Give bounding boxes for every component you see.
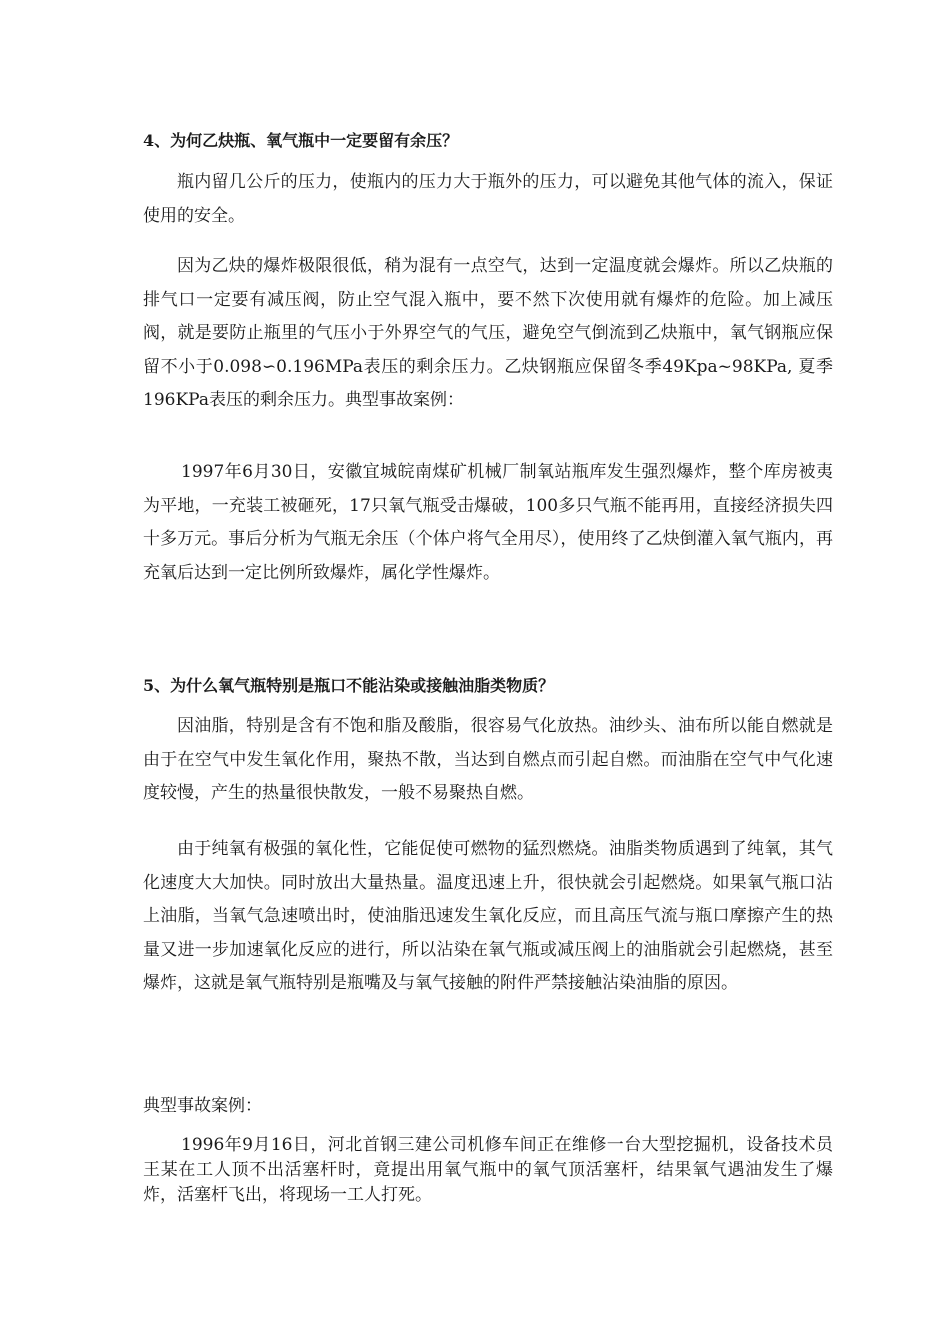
section-4-heading: 4、为何乙炔瓶、氧气瓶中一定要留有余压？ <box>143 131 459 150</box>
section-5-heading: 5、为什么氧气瓶特别是瓶口不能沾染或接触油脂类物质？ <box>143 676 555 695</box>
section-5-paragraph-2: 由于纯氧有极强的氧化性，它能促使可燃物的猛烈燃烧。油脂类物质遇到了纯氧，其气化速度大大加快。同时放出大量热量。温度迅速上升，很快就会引起燃烧。如果氧气瓶口沾上油脂，当氧气急速喷出时，使油脂迅速发生氧化反应，而且高压气流与瓶口摩擦产生的热量又进一步加速氧化反应的进行，所以沾染在氧气瓶或减压阀上的油脂就会引起燃烧，甚至爆炸，这就是氧气瓶特别是瓶嘴及与氧气接触的附件严禁接触沾染油脂的原因。 <box>143 839 833 993</box>
section-5-accident-case: 1996年9月16日，河北首钢三建公司机修车间正在维修一台大型挖掘机，设备技术员王某在工人顶不出活塞杆时，竟提出用氧气瓶中的氧气顶活塞杆，结果氧气遇油发生了爆炸，活塞杆飞出，将现场一工人打死。 <box>143 1135 833 1205</box>
section-5-paragraph-1: 因油脂，特别是含有不饱和脂及酸脂，很容易气化放热。油纱头、油布所以能自燃就是由于在空气中发生氧化作用，聚热不散，当达到自燃点而引起自燃。而油脂在空气中气化速度较慢，产生的热量很快散发，一般不易聚热自燃。 <box>143 716 833 803</box>
section-4-paragraph-1: 瓶内留几公斤的压力，使瓶内的压力大于瓶外的压力，可以避免其他气体的流入，保证使用的安全。 <box>143 172 833 226</box>
section-4-accident-case: 1997年6月30日，安徽宜城皖南煤矿机械厂制氧站瓶库发生强烈爆炸，整个库房被夷为平地，一充装工被砸死，17只氧气瓶受击爆破，100多只气瓶不能再用，直接经济损失四十多万元。事后分析为气瓶无余压（个体户将气全用尽），使用终了乙炔倒灌入氧气瓶内，再充氧后达到一定比例所致爆炸，属化学性爆炸。 <box>143 462 833 583</box>
section-4-paragraph-2: 因为乙炔的爆炸极限很低，稍为混有一点空气，达到一定温度就会爆炸。所以乙炔瓶的排气口一定要有减压阀，防止空气混入瓶中，要不然下次使用就有爆炸的危险。加上减压阀，就是要防止瓶里的气压小于外界空气的气压，避免空气倒流到乙炔瓶中，氧气钢瓶应保留不小于0.098∽0.196MPa表压的剩余压力。乙炔钢瓶应保留冬季49Kpa~98KPa, 夏季196KPa表压的剩余压力。典型事故案例： <box>143 256 833 410</box>
section-5-case-label: 典型事故案例： <box>143 1096 262 1116</box>
